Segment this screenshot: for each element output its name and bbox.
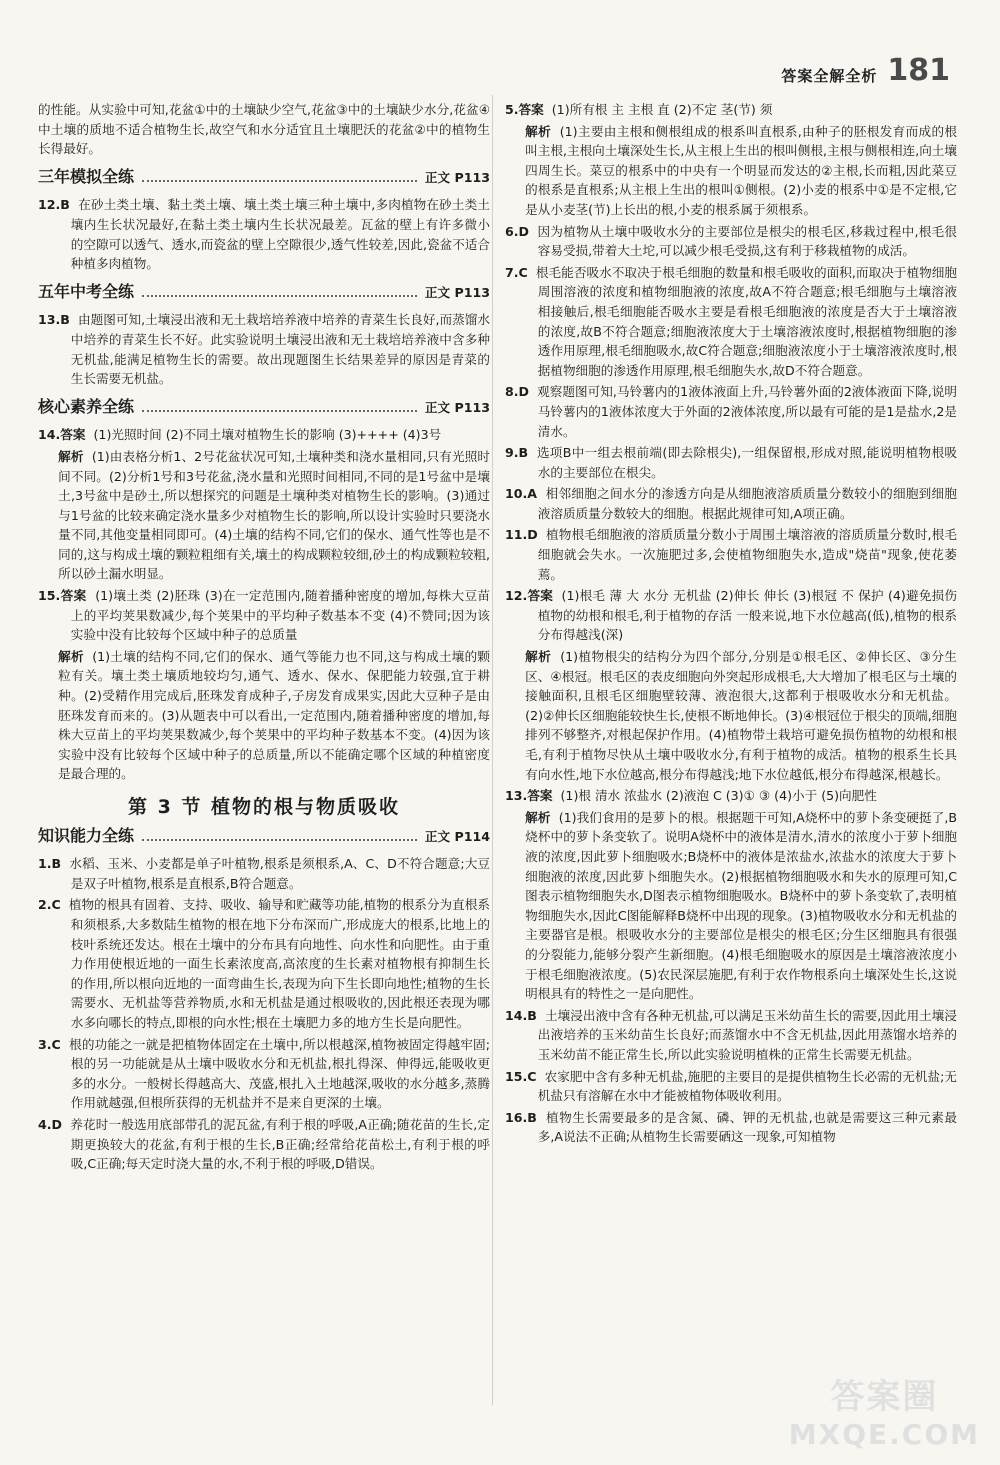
answer-item bbox=[505, 525, 957, 584]
answer-item bbox=[505, 586, 957, 645]
section-title: 核心素养全练 bbox=[38, 396, 135, 416]
item-number: 15.C bbox=[505, 1068, 537, 1084]
dotted-leader bbox=[142, 410, 417, 412]
watermark-line2: MXQE.COM bbox=[788, 1418, 980, 1451]
item-text: 因为植物从土壤中吸收水分的主要部位是根尖的根毛区,移栽过程中,根毛很容易受损,带着大土坨,可以减少根毛受损,这有利于移栽植物的成活。 bbox=[537, 223, 957, 259]
dotted-leader bbox=[142, 839, 417, 841]
intro-paragraph: 的性能。从实验中可知,花盆①中的土壤缺少空气,花盆③中的土壤缺少水分,花盆④中土壤的质地不适合植物生长,故空气和水分适宜且土壤肥沃的花盆②中的植物生长得最好。 bbox=[38, 102, 490, 157]
item-number: 10.A bbox=[505, 486, 538, 502]
page-header bbox=[781, 53, 950, 88]
analysis-label: 解析 bbox=[525, 649, 552, 665]
item-number: 1.B bbox=[38, 856, 62, 872]
analysis-text: (1)植物根尖的结构分为四个部分,分别是①根毛区、②伸长区、③分生区、④根冠。根毛区的表皮细胞向外突起形成根毛,大大增加了根毛区与土壤的接触面积,且根毛区细胞壁较薄、液泡很大,这都利于根吸收水分和无机盐。(2)②伸长区细胞能较快生长,使根不断地伸长。(3)④根冠位于根尖的顶端,细胞排列不够整齐,对根起保护作用。(4)植物带土栽培可避免损伤植物的幼根和根毛,有利于植物尽快从土壤中吸收水分,有利于植物的成活。植物的根系生长具有向水性,地下水位越高,根分布得越浅;地下水位越低,根分布得越深,根越长。 bbox=[525, 649, 958, 782]
answer-item bbox=[505, 1067, 957, 1106]
watermark-logo bbox=[789, 1369, 980, 1451]
answer-item bbox=[38, 854, 490, 893]
answer-item bbox=[505, 100, 957, 120]
item-number: 3.C bbox=[38, 1036, 61, 1052]
item-text: 根的功能之一就是把植物体固定在土壤中,所以根越深,植物被固定得越牢固;根的另一功能就是从土壤中吸收水分和无机盐,根扎得深、伸得远,能吸收更多的水分。一般树长得越高大、茂盛,根扎入土地越深,吸收的水分越多,蒸腾作用就越强,但根所获得的无机盐并不是来自更深的土壤。 bbox=[69, 1036, 490, 1111]
section-title: 三年模拟全练 bbox=[38, 166, 135, 186]
item-answer: (1)壤土类 (2)胚珠 (3)在一定范围内,随着播种密度的增加,每株大豆苗上的平均荚果数减少,每个荚果中的平均种子数基本不变 (4)不赞同;因为该实验中没有比较每个区域中种子的总质量 bbox=[70, 588, 491, 643]
analysis-text: (1)土壤的结构不同,它们的保水、通气等能力也不同,这与构成土壤的颗粒有关。壤土类土壤质地较均匀,通气、透水、保水、保肥能力较强,宜于耕种。(2)受精作用完成后,胚珠发育成种子,子房发育成果实,因此大豆种子是由胚珠发育而来的。(3)从题表中可以看出,一定范围内,随着播种密度的增加,每株大豆苗上的平均荚果数减少,每个荚果中的平均种子数基本不变。(4)因为该实验中没有比较每个区域中种子的总质量,所以不能确定哪个区域的种植密度是最合理的。 bbox=[58, 648, 490, 782]
answer-item bbox=[505, 484, 957, 523]
section-title: 知识能力全练 bbox=[38, 825, 135, 845]
item-text: 观察题图可知,马铃薯内的1液体液面上升,马铃薯外面的2液体液面下降,说明马铃薯内的1液体浓度大于外面的2液体浓度,所以最有可能的是1是盐水,2是清水。 bbox=[537, 384, 957, 439]
analysis-block bbox=[505, 808, 957, 1004]
section-head-hexin bbox=[38, 397, 490, 418]
section-ref: 正文 P113 bbox=[424, 284, 490, 300]
item-text: 植物生长需要最多的是含氮、磷、钾的无机盐,也就是需要这三种元素最多,A说法不正确;从植物生长需要硒这一现象,可知植物 bbox=[537, 1109, 957, 1145]
section-head-wunian bbox=[38, 282, 490, 303]
item-number: 14.B bbox=[505, 1007, 537, 1023]
item-text: 养花时一般选用底部带孔的泥瓦盆,有利于根的呼吸,A正确;随花苗的生长,定期更换较大的花盆,有利于根的生长,B正确;经常给花苗松土,有利于根的呼吸,C正确;每天定时浇大量的水,不利于根的呼吸,D错误。 bbox=[70, 1116, 490, 1172]
analysis-label: 解析 bbox=[525, 123, 552, 139]
item-text: 由题图可知,土壤浸出液和无土栽培培养液中培养的青菜生长良好,而蒸馏水中培养的青菜生长不好。此实验说明土壤浸出液和无土栽培培养液中含多种无机盐,能满足植物生长的需要。故出现题图生长结果差异的原因是青菜的生长需要无机盐。 bbox=[70, 312, 490, 387]
header-title: 答案全解全析 bbox=[781, 67, 878, 85]
item-text: 相邻细胞之间水分的渗透方向是从细胞液溶质质量分数较小的细胞到细胞液溶质质量分数较大的细胞。根据此规律可知,A项正确。 bbox=[537, 486, 958, 521]
item-number: 5.答案 bbox=[505, 102, 544, 117]
dotted-leader bbox=[142, 295, 417, 297]
page-number: 181 bbox=[887, 53, 950, 88]
analysis-text: (1)主要由主根和侧根组成的根系叫直根系,由种子的胚根发育而成的根叫主根,主根向土壤深处生长,从主根上生出的根叫侧根,主根与侧根相连,向土壤四周生长。菜豆的根系中的中央有一个明显而发达的②主根,长而粗,因此菜豆的根系是直根系;从主根上生出的根叫①侧根。(2)小麦的根系中①是不定根,它是从小麦茎(节)上长出的根,小麦的根系属于须根系。 bbox=[525, 123, 957, 217]
watermark-line1: 答案圈 bbox=[830, 1377, 939, 1417]
item-answer: (1)根毛 薄 大 水分 无机盐 (2)伸长 伸长 (3)根冠 不 保护 (4)避免损伤植物的幼根和根毛,利于植物的存活 一般来说,地下水位越高(低),植物的根系分布得越浅(深) bbox=[537, 588, 958, 643]
section-ref: 正文 P113 bbox=[424, 399, 490, 415]
item-number: 15.答案 bbox=[38, 588, 87, 604]
item-number: 12.B bbox=[38, 197, 70, 213]
item-number: 9.B bbox=[505, 445, 529, 461]
item-text: 选项B中一组去根前端(即去除根尖),一组保留根,形成对照,能说明植物根吸水的主要部位在根尖。 bbox=[536, 445, 957, 480]
analysis-text: (1)我们食用的是萝卜的根。根据题干可知,A烧杯中的萝卜条变硬挺了,B烧杯中的萝卜条变软了。说明A烧杯中的液体是清水,清水的浓度小于萝卜细胞液的浓度,因此萝卜细胞吸水;B烧杯中的液体是浓盐水,浓盐水的浓度大于萝卜细胞液的浓度,因此萝卜细胞失水。(2)根据植物细胞吸水和失水的原理可知,C图表示植物细胞失水,D图表示植物细胞吸水。B烧杯中的萝卜条变软了,表明植物细胞失水,因此C图能解释B烧杯中出现的现象。(3)植物吸收水分和无机盐的主要器官是根。根吸收水分的主要部位是根尖的根毛区;分生区细胞具有很强的分裂能力,能够分裂产生新细胞。(4)根毛细胞吸水的原因是土壤溶液浓度小于根毛细胞液浓度。(5)农民深层施肥,有利于农作物根系向土壤深处生长,这说明根具有的特性之一是向肥性。 bbox=[525, 809, 957, 1002]
section-head-sannian bbox=[38, 167, 490, 188]
answer-item bbox=[505, 382, 957, 441]
analysis-label: 解析 bbox=[58, 448, 84, 464]
item-text: 农家肥中含有多种无机盐,施肥的主要目的是提供植物生长必需的无机盐;无机盐只有溶解在水中才能被植物体吸收利用。 bbox=[537, 1068, 957, 1104]
item-number: 7.C bbox=[505, 264, 528, 280]
item-number: 2.C bbox=[38, 897, 61, 913]
item-number: 16.B bbox=[505, 1109, 537, 1125]
item-text: 植物的根具有固着、支持、吸收、输导和贮藏等功能,植物的根系分为直根系和须根系,大多数陆生植物的根在地下分布深而广,形成庞大的根系,比地上的枝叶系统还发达。根在土壤中的分布具有向地性、向水性和向肥性。由于重力作用使根近地的一面生长素浓度高,高浓度的生长素对植物根有抑制生长的作用,所以根向近地的一面弯曲生长,表现为向下生长即向地性;植物的生长需要水、无机盐等营养物质,水和无机盐是通过根吸收的,因此根还表现为哪水多向哪长的特点,即根的向水性;根在土壤肥力多的地方生长是向肥性。 bbox=[68, 897, 490, 1030]
section-ref: 正文 P113 bbox=[424, 169, 490, 185]
answer-item bbox=[38, 1115, 490, 1174]
answer-item bbox=[505, 1006, 957, 1065]
analysis-block bbox=[505, 122, 957, 220]
item-text: 植物根毛细胞液的溶质质量分数小于周围土壤溶液的溶质质量分数时,根毛细胞就会失水。一次施肥过多,会使植物细胞失水,造成"烧苗"现象,使花萎蔫。 bbox=[537, 527, 957, 582]
item-number: 8.D bbox=[505, 384, 530, 400]
right-column bbox=[505, 100, 957, 1149]
item-answer: (1)根 清水 浓盐水 (2)液泡 C (3)① ③ (4)小于 (5)向肥性 bbox=[560, 788, 877, 804]
left-column bbox=[38, 100, 490, 1176]
item-number: 4.D bbox=[38, 1116, 63, 1132]
answer-item bbox=[505, 1108, 957, 1147]
answer-item bbox=[505, 786, 957, 806]
item-number: 13.答案 bbox=[505, 788, 553, 804]
chapter-title: 第 3 节 植物的根与物质吸收 bbox=[127, 796, 401, 818]
answer-item bbox=[38, 425, 490, 445]
answer-item bbox=[505, 443, 957, 482]
item-number: 11.D bbox=[505, 527, 538, 543]
analysis-label: 解析 bbox=[58, 648, 84, 664]
section-title: 五年中考全练 bbox=[38, 281, 135, 301]
answer-item bbox=[38, 1035, 490, 1113]
item-number: 6.D bbox=[505, 223, 530, 239]
item-text: 土壤浸出液中含有各种无机盐,可以满足玉米幼苗生长的需要,因此用土壤浸出液培养的玉米幼苗生长良好;而蒸馏水中不含无机盐,因此用蒸馏水培养的玉米幼苗不能正常生长,所以此实验说明植株的正常生长需要无机盐。 bbox=[537, 1007, 957, 1062]
answer-item bbox=[505, 263, 957, 381]
section-head-zhishi bbox=[38, 826, 490, 847]
dotted-leader bbox=[142, 180, 417, 182]
section-ref: 正文 P114 bbox=[424, 828, 490, 844]
analysis-block bbox=[38, 647, 490, 784]
item-answer: (1)所有根 主 主根 直 (2)不定 茎(节) 须 bbox=[551, 102, 773, 117]
analysis-block bbox=[38, 447, 490, 584]
analysis-text: (1)由表格分析1、2号花盆状况可知,土壤种类和浇水量相同,只有光照时间不同。(2)分析1号和3号花盆,浇水量和光照时间相同,不同的是1号盆中是壤土,3号盆中是砂土,所以想探究的问题是土壤种类对植物生长的影响。(3)通过与1号盆的比较来确定浇水量多少对植物生长的影响,所以设计实验时只要浇水量不同,其他变量相同即可。(4)土壤的结构不同,它们的保水、通气性等也是不同的,这与构成土壤的颗粒粗细有关,壤土的构成颗粒较细,砂土的构成颗粒较粗,所以砂土漏水明显。 bbox=[58, 448, 491, 582]
analysis-label: 解析 bbox=[525, 809, 551, 825]
answer-item bbox=[38, 586, 490, 645]
item-text: 水稻、玉米、小麦都是单子叶植物,根系是须根系,A、C、D不符合题意;大豆是双子叶植物,根系是直根系,B符合题意。 bbox=[69, 856, 490, 891]
answer-item bbox=[505, 222, 957, 261]
item-number: 14.答案 bbox=[38, 427, 86, 443]
answer-item bbox=[38, 310, 490, 388]
analysis-block bbox=[505, 647, 957, 784]
answer-item bbox=[38, 895, 490, 1032]
item-text: 在砂土类土壤、黏土类土壤、壤土类土壤三种土壤中,多肉植物在砂土类土壤内生长状况最好,在黏土类土壤内生长状况最差。瓦盆的壁上有许多微小的空隙可以透气、透水,而瓷盆的壁上空隙很少,透气性较差,因此,瓷盆不适合种植多肉植物。 bbox=[70, 197, 490, 272]
item-answer: (1)光照时间 (2)不同土壤对植物生长的影响 (3)++++ (4)3号 bbox=[93, 427, 442, 443]
item-number: 12.答案 bbox=[505, 588, 554, 604]
item-number: 13.B bbox=[38, 312, 70, 328]
item-text: 根毛能否吸水不取决于根毛细胞的数量和根毛吸收的面积,而取决于植物细胞周围溶液的浓度和植物细胞液的浓度,故A不符合题意;根毛细胞与土壤溶液相接触后,根毛细胞能否吸水主要是看根毛细胞液的浓度是否大于土壤溶液的浓度,故B不符合题意;细胞液浓度大于土壤溶液浓度时,根据植物细胞的渗透作用原理,根毛细胞吸水,故C符合题意;细胞液浓度小于土壤溶液浓度时,根据植物细胞的渗透作用原理,根毛细胞失水,故D不符合题意。 bbox=[535, 264, 957, 378]
answer-item bbox=[38, 195, 490, 273]
column-divider bbox=[492, 95, 493, 1405]
